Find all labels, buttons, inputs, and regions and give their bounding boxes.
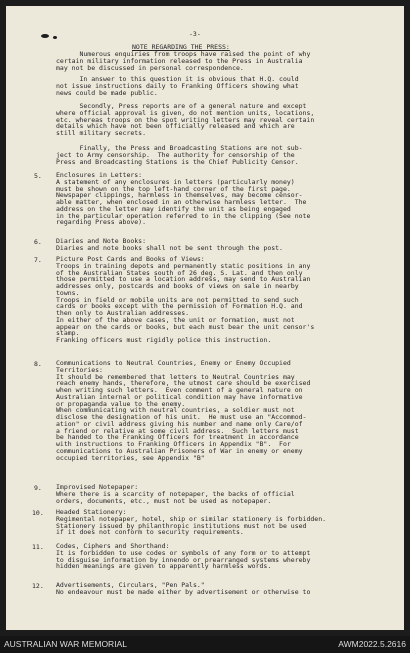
item-diaries-text: Diaries and Note Books: Diaries and note books shall not be sent through the post.	[56, 237, 283, 252]
intro-paragraph-2: In answer to this question it is obvious that H.Q. could not issue instructions daily to Franking Officers showing what news could be made public.	[56, 75, 299, 97]
intro-paragraph-3: Secondly, Press reports are of a general nature and except where official approval is given, do not mention units, locations, etc. whereas troops on the spot writing letters may reveal certain details which have not been officially released and which are still military secrets.	[56, 102, 315, 137]
item-notepaper-text: Improvised Notepaper: Where there is a scarcity of notepaper, the backs of official orders, documents, etc., must not be used as notepaper.	[56, 483, 295, 505]
footer-accession-number: AWM2022.5.2616	[338, 639, 406, 649]
item-advertisements-text: Advertisements, Circulars, "Pen Pals." No endeavour must be made either by advertisement or otherwise to	[56, 581, 311, 596]
item-number: 6.	[34, 238, 42, 246]
item-number: 12.	[32, 582, 44, 590]
ink-mark	[41, 34, 49, 38]
intro-paragraph-4: Finally, the Press and Broadcasting Stations are not sub- ject to Army censorship. The authority for censorship of the Press and Broadcasting Stations is the Chief Publicity Censor.	[56, 144, 303, 166]
heading: NOTE REGARDING THE PRESS:	[132, 43, 230, 51]
item-number: 10.	[32, 509, 44, 517]
document-page	[6, 6, 404, 630]
item-stationery-text: Headed Stationery: Regimental notepaper, hotel, ship or similar stationery is forbidden. Stationery issued by philanthropic institutions must not be used if it does not conform to security requirements.	[56, 508, 327, 537]
item-number: 7.	[34, 256, 42, 264]
item-codes-text: Codes, Ciphers and Shorthand: It is forbidden to use codes or symbols of any form or to attempt to disguise information by innendo or prearranged systems whereby hidden meanings are given to apparently harmless words.	[56, 542, 311, 571]
ink-mark	[53, 36, 57, 39]
item-enclosures-text: Enclosures in Letters: A statement of any enclosures in letters (particularly money) must be shown on the top left-hand corner of the first page. Newspaper clippings, harmless in themselves, may become censor- able matter, when enclosed in an otherwise harmless letter. The address on the letter may identify the unit as being engaged in the particular operation referred to in the clipping (See note regarding Press above).	[56, 171, 311, 227]
footer-credit: AUSTRALIAN WAR MEMORIAL	[4, 639, 127, 649]
item-number: 11.	[32, 543, 44, 551]
item-postcards-text: Picture Post Cards and Books of Views: Troops in training depots and permanently static positions in any of the Australian States south of 26 deg. S. Lat. and then only those permitted to use a location address, may send to Australian addresses only, postcards and books of views on sale in nearby towns. Troops in field or mobile units are not permitted to send such cards or books except with the permission of Formation H.Q. and then only to Australian addresses. In either of the above cases, the unit or formation, must not appear on the cards or books, but each must bear the unit censor's stamp. Franking officers must rigidly police this instruction.	[56, 255, 315, 344]
page-number: -3-	[189, 30, 201, 38]
item-communications-text: Communications to Neutral Countries, Enemy or Enemy Occupied Territories: It should be remembered that letters to Neutral Countries may reach enemy hands, therefore, the utmost care should be exercised when writing such letters. Even comment of a general nature on Australian internal or political condition may have informative or propaganda value to the enemy. When communicating with neutral countries, a soldier must not disclose the designation of his unit. He must use an "Accommod- ation" or civil address giving his number and name only Care/of a friend or relative at some civil address. Such letters must be handed to the Franking Officers for treatment in accordance with instructions to Franking Officers in Appendix "B". For communications to Australian Prisoners of War in enemy or enemy occupied territories, see Appendix "B"	[56, 359, 311, 462]
intro-paragraph-1: Numerous enquiries from troops have raised the point of why certain military information released to the Press in Australia may not be discussed in personal correspondence.	[56, 50, 311, 72]
item-number: 8.	[34, 360, 42, 368]
footer-bar	[0, 636, 410, 653]
item-number: 5.	[34, 172, 42, 180]
item-number: 9.	[34, 484, 42, 492]
